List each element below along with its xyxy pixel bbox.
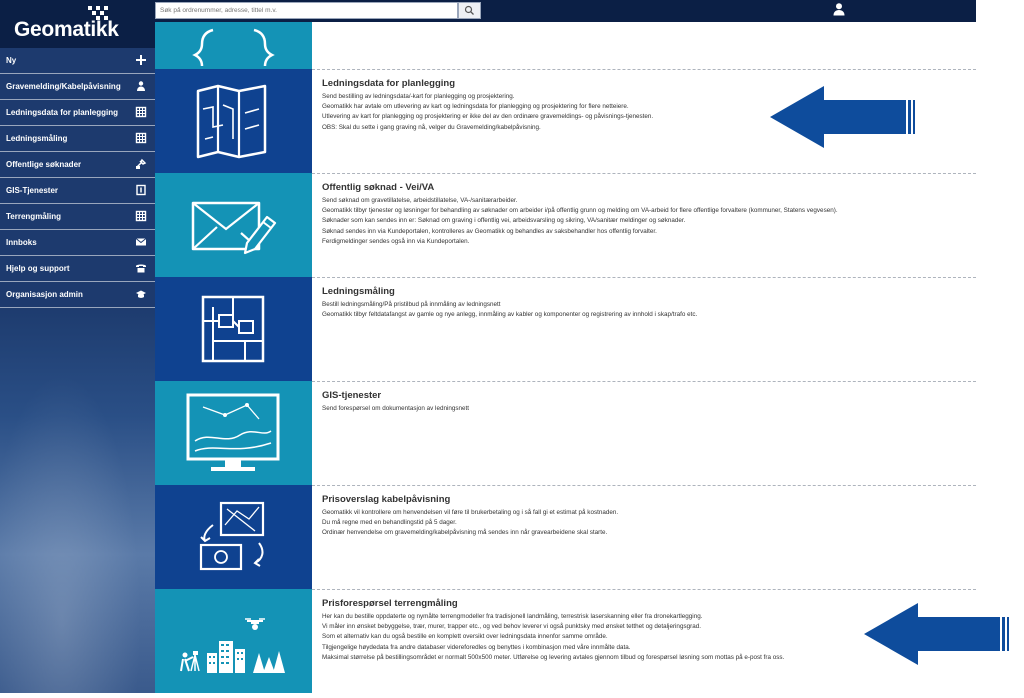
phone-icon (135, 262, 147, 274)
card-title[interactable]: Prisforespørsel terrengmåling (322, 598, 458, 609)
sidebar-item-hjelp-og-support[interactable] (0, 256, 155, 282)
sidebar-item-organisasjon-admin[interactable] (0, 282, 155, 308)
envelope-pencil-icon (155, 173, 312, 277)
sidebar-item-ny[interactable] (0, 48, 155, 74)
sidebar-item-innboks[interactable] (0, 230, 155, 256)
sidebar-item-label: Innboks (6, 238, 37, 247)
sidebar-item-terrengmaling[interactable] (0, 204, 155, 230)
grid-icon (135, 106, 147, 118)
service-thumbnail (155, 381, 312, 485)
card-line: Ferdigmeldinger sendes også inn via Kundeportalen. (322, 237, 470, 245)
service-thumbnail (155, 173, 312, 277)
service-thumbnail (155, 589, 312, 693)
card-line: Send forespørsel om dokumentasjon av ledningsnett (322, 405, 470, 412)
card-line: Vi måler inn ønsket bebyggelse, trær, murer, trapper etc., og ved behov leverer vi også punktsky med ønsket tetthet og detaljeringsgrad. (322, 623, 701, 631)
card-divider (312, 589, 976, 590)
service-card-prisoverslag[interactable] (155, 485, 976, 589)
sidebar-item-gravemelding[interactable] (0, 74, 155, 100)
service-thumbnail (155, 277, 312, 381)
sidebar-menu (0, 48, 155, 308)
surveyor-city-drone-icon (155, 589, 312, 693)
floorplan-icon (155, 277, 312, 381)
hat-icon (135, 288, 147, 300)
search-button[interactable] (458, 2, 481, 19)
envelope-icon (135, 236, 147, 248)
grid-icon (135, 210, 147, 222)
worker-icon (135, 80, 147, 92)
service-card-offentlig-soknad[interactable] (155, 173, 976, 277)
sidebar-item-offentlige-soknader[interactable] (0, 152, 155, 178)
card-line: Du må regne med en behandlingstid på 5 dager. (322, 519, 457, 527)
sidebar-item-label: Offentlige søknader (6, 160, 82, 169)
card-line: Tilgjengelige høydedata fra andre databaser videreforedles og benyttes i kombinasjon med våre innmålte data. (322, 643, 631, 651)
sidebar-item-ledningsdata[interactable] (0, 100, 155, 126)
sidebar-item-label: Hjelp og support (6, 264, 70, 273)
card-title[interactable]: Offentlig søknad - Vei/VA (322, 182, 435, 193)
card-line: Som et alternativ kan du også bestille en komplett oversikt over ledningsdata innenfor samme område. (322, 633, 608, 641)
map-money-exchange-icon (155, 485, 312, 589)
card-line: Send bestilling av ledningsdata/-kart for planlegging og prosjektering. (322, 93, 515, 100)
card-line: OBS: Skal du sette i gang graving nå, velger du Gravemelding/kabelpåvisning. (322, 123, 541, 131)
service-thumbnail (155, 485, 312, 589)
search-icon (459, 3, 480, 18)
card-title[interactable]: GIS-tjenester (322, 390, 382, 401)
user-icon[interactable] (832, 2, 846, 16)
sidebar-item-label: GIS-Tjenester (6, 186, 59, 195)
sidebar-item-ledningsmaling[interactable] (0, 126, 155, 152)
card-line: Geomatikk tilbyr feltdatafangst av gamle og nye anlegg, innmåling av kabler og komponenter og registrering av innhold i skap/trafo etc. (322, 311, 698, 319)
logo-text: Geomatikk (14, 18, 119, 41)
annotation-arrow-left-icon (864, 603, 1014, 665)
card-line: Bestill ledningsmåling/På pristilbud på innmåling av ledningsnett (322, 301, 501, 308)
search-box (155, 2, 458, 19)
card-title[interactable]: Ledningsmåling (322, 286, 395, 297)
service-card-ledningsmaling[interactable] (155, 277, 976, 381)
card-divider (312, 485, 976, 486)
service-thumbnail (155, 69, 312, 173)
sidebar-item-label: Ledningsdata for planlegging (6, 108, 118, 117)
card-line: Geomatikk vil kontrollere om henvendelsen vil føre til brukerbetaling og i så fall gi et estimat på kostnaden. (322, 509, 619, 516)
card-line: Søknad sendes inn via Kundeportalen, kontrolleres av Geomatikk og behandles av saksbehandler hos offentlig forvalter. (322, 227, 657, 235)
sidebar (0, 0, 155, 693)
card-line: Ordinær henvendelse om gravemelding/kabelpåvisning må sendes inn når gravearbeidene skal starte. (322, 529, 608, 537)
curly-bracket-icon (155, 22, 312, 69)
card-line: Utlevering av kart for planlegging og prosjektering er ikke del av den ordinære gravemeldings- og påvisnings-tjenesten. (322, 113, 654, 121)
sidebar-item-label: Ny (6, 56, 17, 65)
card-line: Send søknad om gravetillatelse, arbeidstillatelse, VA-/sanitærarbeider. (322, 197, 518, 204)
service-card-prisforesporsel-terrengmaling[interactable] (155, 589, 976, 693)
sidebar-item-label: Ledningsmåling (6, 134, 68, 143)
book-icon (135, 184, 147, 196)
plus-icon (135, 54, 147, 66)
card-line: Geomatikk tilbyr tjenester og løsninger for behandling av søknader om arbeider i/på offentlig grunn og melding om VA-arbeid for flere offentlige forvaltere (kommuner, Statens vegvesen). (322, 207, 838, 215)
tools-icon (135, 158, 147, 170)
card-text (322, 182, 962, 247)
sidebar-item-label: Terrengmåling (6, 212, 61, 221)
search-input[interactable] (160, 4, 450, 17)
card-divider (312, 69, 976, 70)
sidebar-item-gis-tjenester[interactable] (0, 178, 155, 204)
card-title[interactable]: Prisoverslag kabelpåvisning (322, 494, 451, 505)
top-bar (155, 0, 976, 22)
card-divider (312, 277, 976, 278)
monitor-map-icon (155, 381, 312, 485)
card-text (322, 286, 962, 320)
grid-icon (135, 132, 147, 144)
card-divider (312, 381, 976, 382)
logo[interactable] (0, 0, 155, 48)
sidebar-item-label: Gravemelding/Kabelpåvisning (6, 82, 121, 91)
service-card-gis-tjenester[interactable] (155, 381, 976, 485)
card-title[interactable]: Ledningsdata for planlegging (322, 78, 455, 89)
sidebar-item-label: Organisasjon admin (6, 290, 83, 299)
card-line: Her kan du bestille oppdaterte og nymålte terrengmodeller fra tradisjonell landmåling, terrestrisk laserskanning eller fra dronekartlegging. (322, 613, 703, 620)
card-divider (312, 173, 976, 174)
card-text (322, 390, 962, 414)
folded-map-icon (155, 69, 312, 173)
service-card-partial[interactable] (155, 22, 976, 69)
service-thumbnail (155, 22, 312, 69)
card-text (322, 494, 962, 539)
card-line: Maksimal størrelse på bestillingsområdet er normalt 500x500 meter. Utførelse og levering avtales gjennom tilbud og forespørsel løsning som mottas på e-post fra oss. (322, 653, 785, 661)
card-line: Geomatikk har avtale om utlevering av kart og ledningsdata for planlegging og prosjektering for flere netteiere. (322, 103, 629, 111)
card-line: Søknader som kan sendes inn er: Søknad om graving i offentlig vei, arbeidsvarsling og sikring, VA/sanitær meldinger og søknader. (322, 217, 686, 225)
annotation-arrow-left-icon (770, 86, 920, 148)
